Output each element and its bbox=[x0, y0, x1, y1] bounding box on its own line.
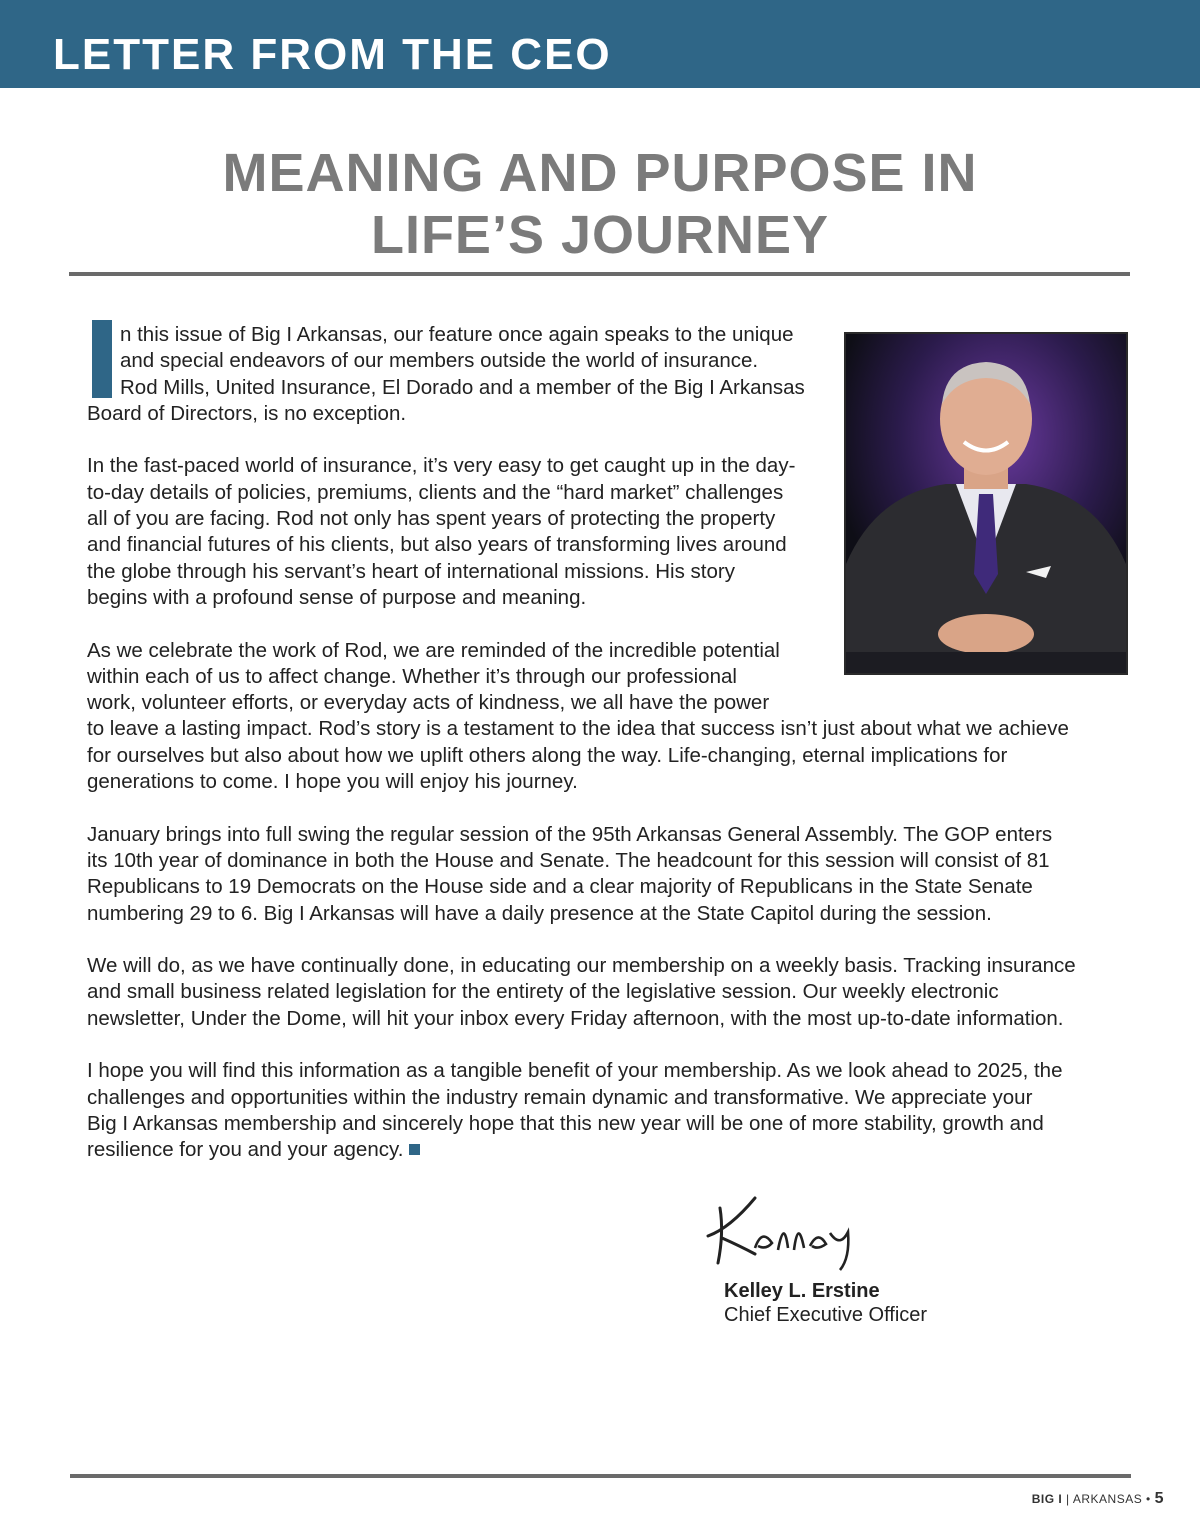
footer-brand: BIG I bbox=[1031, 1492, 1063, 1506]
footer-divider bbox=[70, 1474, 1131, 1478]
handwritten-signature bbox=[700, 1188, 880, 1278]
paragraph-5: We will do, as we have continually done, in educating our membership on a weekly basis. Tracking insurance and small business related legislation for the entirety of the legislative session. Our weekly electronic newsletter, Under the Dome, will hit your inbox every Friday afternoon, with the most up-to-date information. bbox=[87, 954, 1076, 1030]
footer-bullet: • bbox=[1146, 1492, 1151, 1506]
title-divider bbox=[69, 272, 1130, 276]
end-mark-icon bbox=[409, 1144, 420, 1155]
signer-title: Chief Executive Officer bbox=[724, 1304, 928, 1326]
article-title-line-1: MEANING AND PURPOSE IN bbox=[222, 143, 978, 203]
footer-region: ARKANSAS bbox=[1072, 1492, 1143, 1506]
paragraph-1: n this issue of Big I Arkansas, our feature once again speaks to the unique and special endeavors of our members outside the world of insurance. Rod Mills, United Insurance, El Dorado and a member of the Big I Arkansas Board of Directors, is no exception. bbox=[87, 323, 805, 425]
paragraph-4: January brings into full swing the regular session of the 95th Arkansas General Assembly. The GOP enters its 10th year of dominance in both the House and Senate. The headcount for this session will consist of 81 Republicans to 19 Democrats on the House side and a clear majority of Republicans in the State Senate numbering 29 to 6. Big I Arkansas will have a daily presence at the State Capitol during the session. bbox=[87, 822, 1053, 925]
paragraph-6: I hope you will find this information as a tangible benefit of your membership. As we look ahead to 2025, the challenges and opportunities within the industry remain dynamic and transformative. We appreciate your Big I Arkansas membership and sincerely hope that this new year will be one of more stability, growth and resilience for you and your agency. bbox=[87, 1059, 1063, 1162]
article-title-line-2: LIFE’S JOURNEY bbox=[370, 205, 830, 265]
article-title bbox=[0, 142, 1200, 266]
section-banner bbox=[0, 0, 1200, 88]
letter-body bbox=[87, 322, 1117, 1190]
page-number: 5 bbox=[1154, 1490, 1164, 1507]
paragraph-2: In the fast-paced world of insurance, it’s very easy to get caught up in the day- to-day details of policies, premiums, clients and the “hard market” challenges all of you are facing. Rod not only has spent years of protecting the property and financial futures of his clients, but also years of transforming lives around the globe through his servant’s heart of international missions. His story begins with a profound sense of purpose and meaning. bbox=[87, 454, 796, 609]
page-footer bbox=[1032, 1490, 1164, 1508]
paragraph-3: As we celebrate the work of Rod, we are reminded of the incredible potential within each of us to affect change. Whether it’s through our professional work, volunteer efforts, or everyday acts of kindness, we all have the power to leave a lasting impact. Rod’s story is a testament to the idea that success isn’t just about what we achieve for ourselves but also about how we uplift others along the way. Life-changing, eternal implications for generations to come. I hope you will enjoy his journey. bbox=[87, 638, 1069, 794]
section-title: LETTER FROM THE CEO bbox=[53, 30, 612, 79]
footer-separator: | bbox=[1066, 1492, 1070, 1506]
signer-name: Kelley L. Erstine bbox=[724, 1280, 880, 1302]
